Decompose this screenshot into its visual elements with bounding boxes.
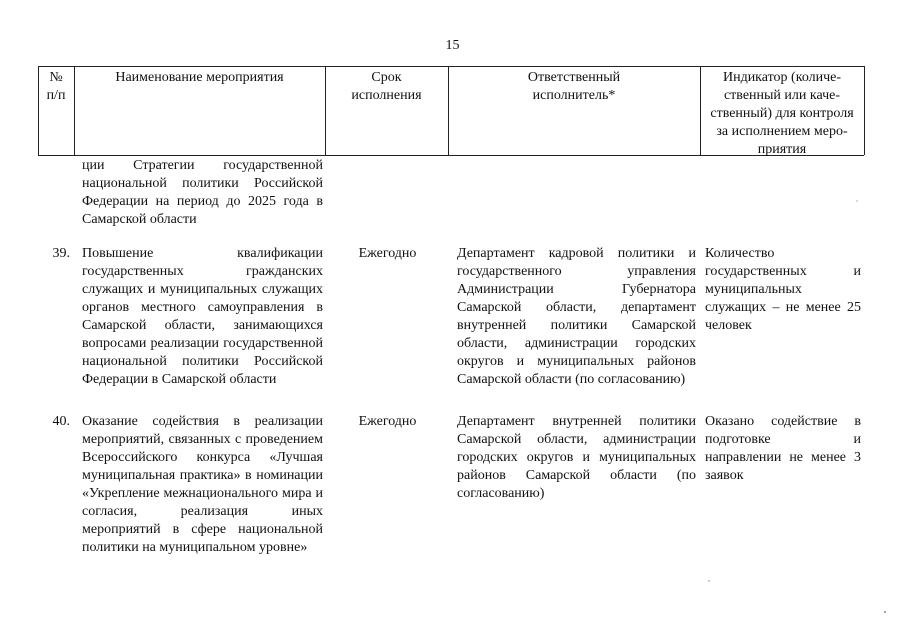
row-40-number: 40.: [52, 414, 70, 429]
scan-speck: [708, 580, 710, 582]
row-39-responsible: Департамент кадровой политики и государственного управления Администрации Губернатора Самарской области, департамент внутренней политики Самарской области, администрации городских округов и муниципальных районов Самарской области (по согласованию): [457, 246, 696, 387]
table-top-border: [38, 66, 864, 67]
row-39-term: Ежегодно: [358, 246, 417, 261]
row-continued-name: ции Стратегии государственной национальной политики Российской Федерации на период до 2025 года в Самарской области: [82, 158, 323, 227]
header-indicator: Индикатор (количе- ственный или каче- ственный) для контроля за исполнением меро- приятия: [710, 70, 854, 157]
row-39-indicator: Количество государственных и муниципальных служащих – не менее 25 человек: [705, 246, 861, 333]
row-40-name: Оказание содействия в реализации мероприятий, связанных с проведением Всероссийского конкурса «Лучшая муниципальная практика» в номинации «Укрепление межнационального мира и согласия, реализация иных мероприятий в сфере национальной политики на муниципальном уровне»: [82, 414, 323, 555]
header-number: № п/п: [46, 70, 66, 103]
header-responsible: Ответственный исполнитель*: [527, 70, 621, 103]
header-term: Срок исполнения: [351, 70, 422, 103]
row-39-name: Повышение квалификации государственных гражданских служащих и муниципальных служащих органов местного самоуправления в Самарской области, занимающихся вопросами реализации государственной национальной политики Российской Федерации в Самарской области: [82, 246, 323, 387]
page-number: 15: [445, 38, 460, 53]
col-divider-5: [864, 66, 865, 155]
row-40-term: Ежегодно: [358, 414, 417, 429]
header-name: Наименование мероприятия: [115, 70, 284, 85]
row-39-number: 39.: [52, 246, 70, 261]
row-40-responsible: Департамент внутренней политики Самарской области, администрации городских округов и муниципальных районов Самарской области (по согласованию): [457, 414, 696, 501]
scan-speck: [856, 200, 858, 202]
scan-speck: [884, 611, 886, 613]
row-40-indicator: Оказано содействие в подготовке и направлении не менее 3 заявок: [705, 414, 861, 483]
